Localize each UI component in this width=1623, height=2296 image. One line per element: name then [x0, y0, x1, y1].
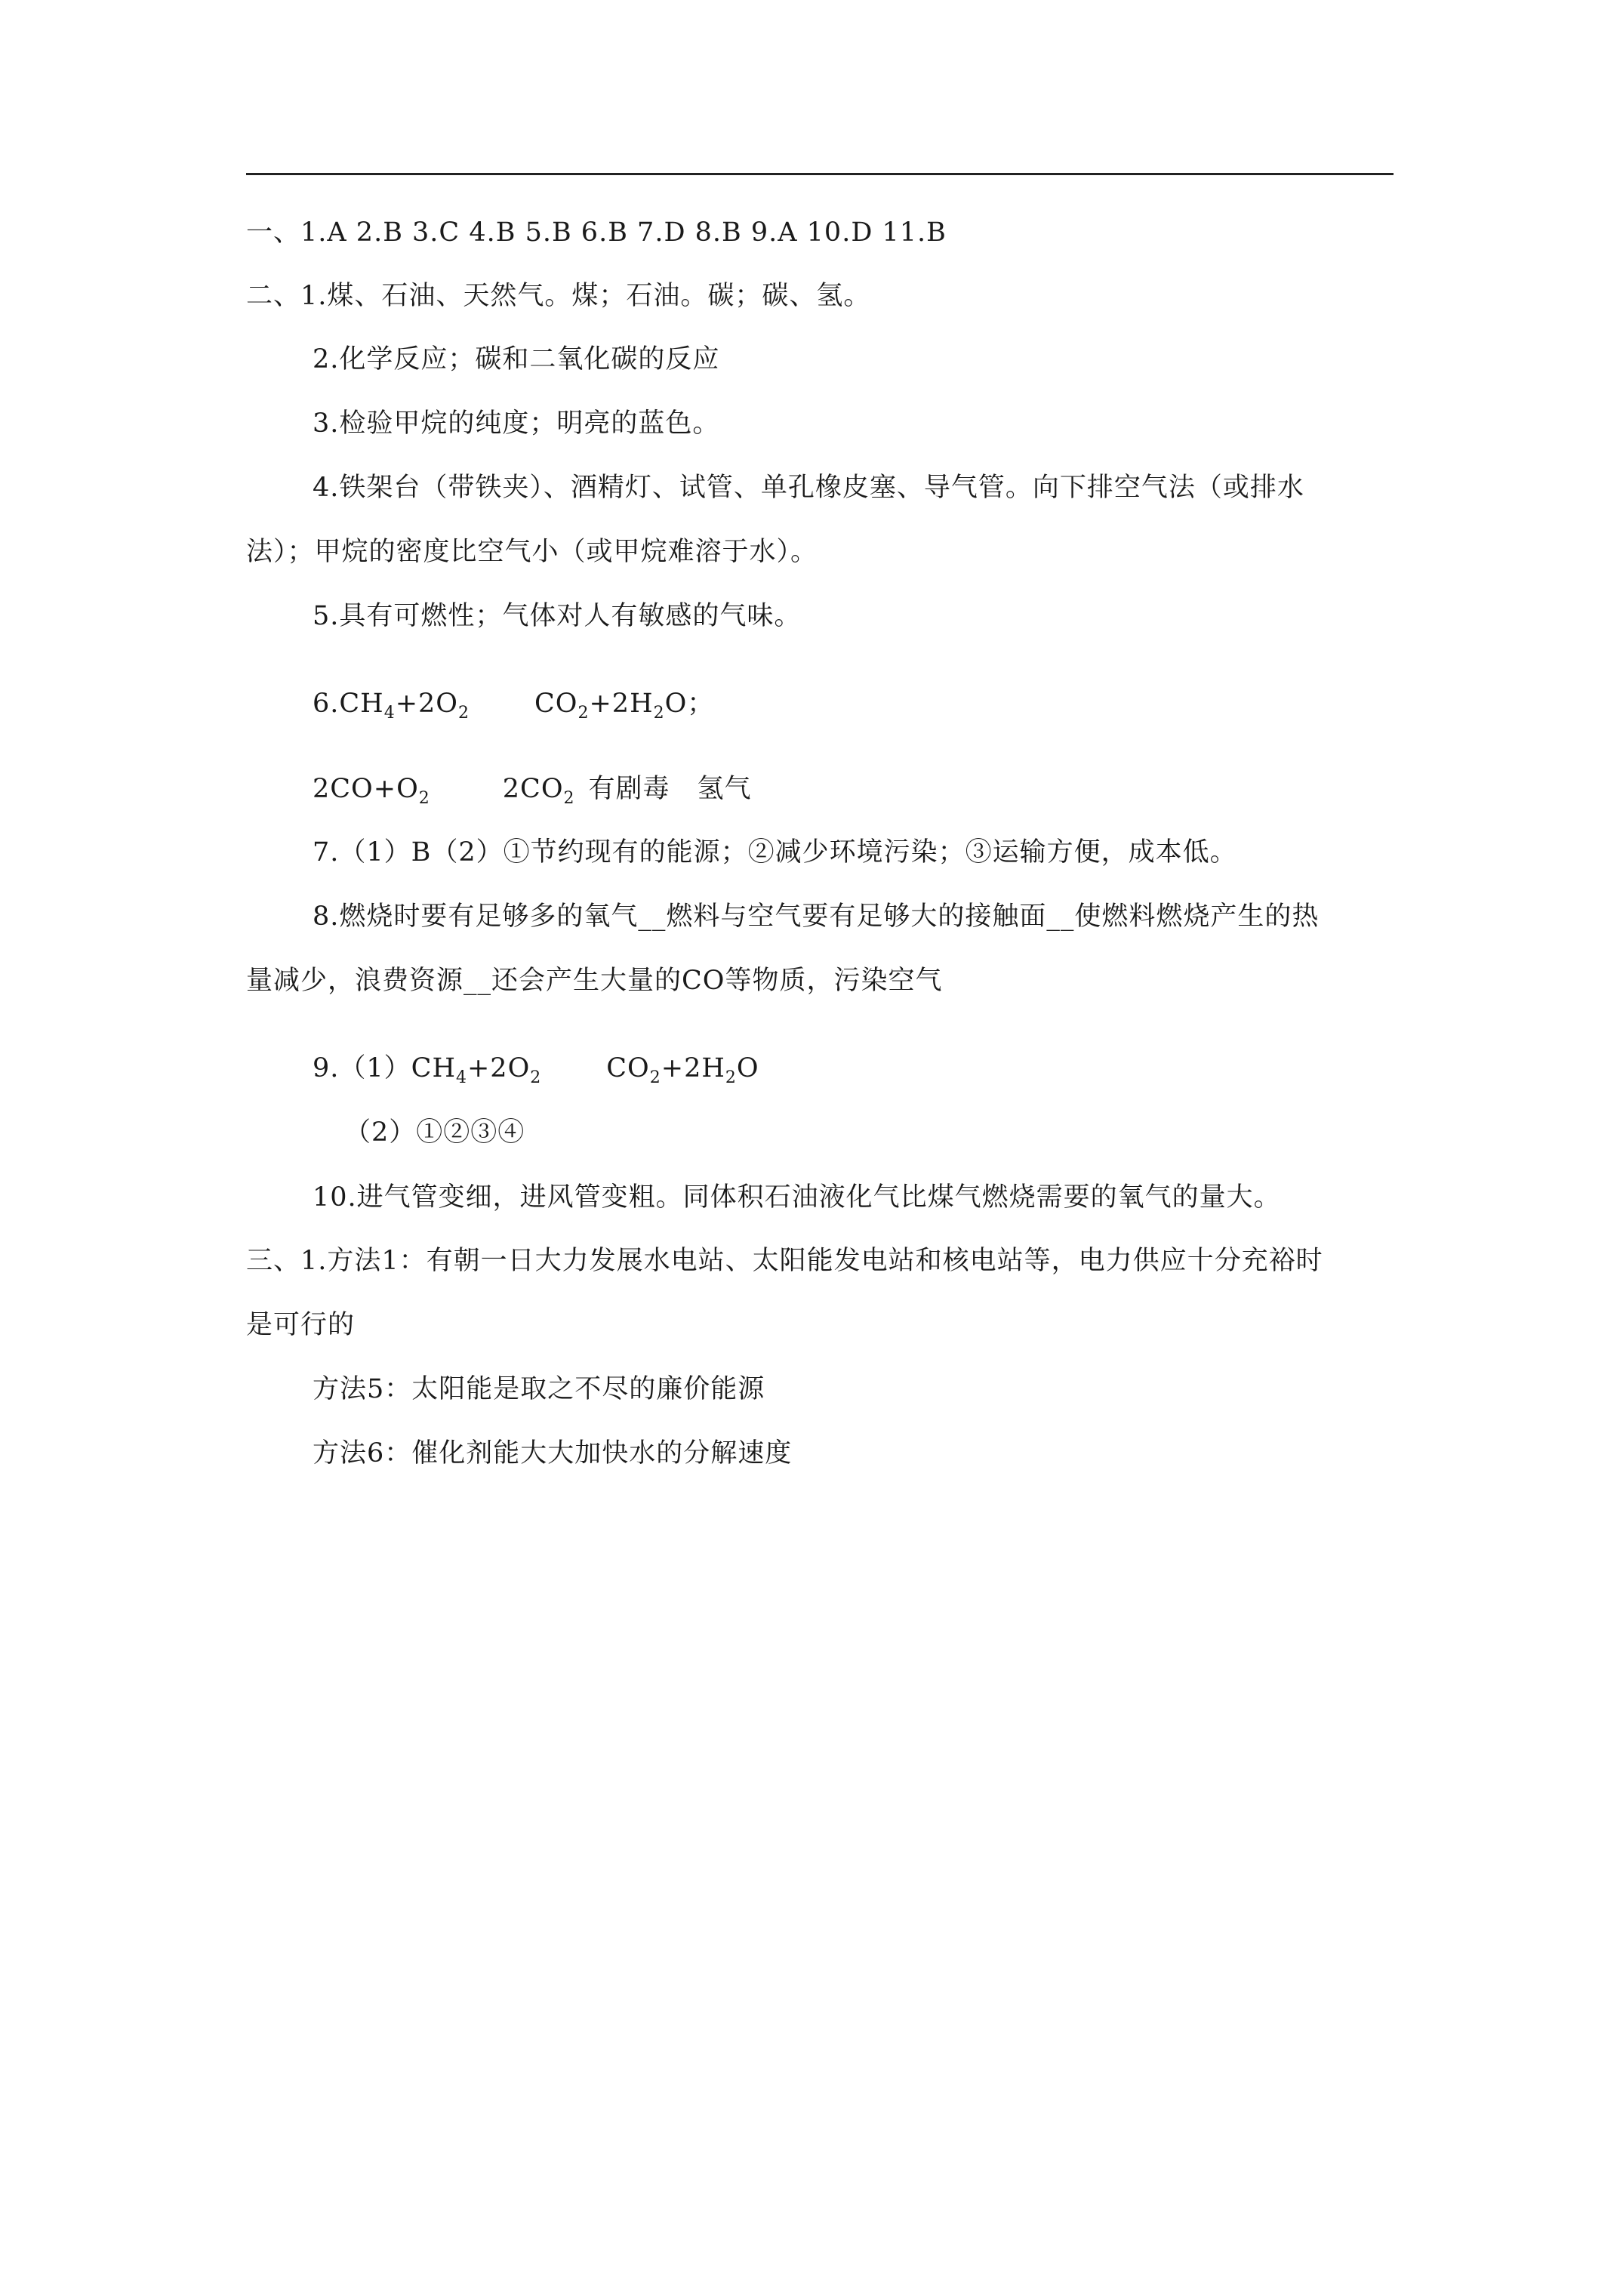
section1-answers: 一、1.A 2.B 3.C 4.B 5.B 6.B 7.D 8.B 9.A 10.D 11.B	[246, 217, 947, 248]
eq-subscript: 2	[418, 789, 430, 808]
eq-part: CO	[534, 689, 578, 719]
section3-q1-line2: 是可行的	[246, 1310, 356, 1340]
section2-q1: 二、1.煤、石油、天然气。煤；石油。碳；碳、氢。	[246, 281, 871, 311]
eq-subscript: 4	[383, 704, 396, 723]
eq-subscript: 2	[458, 704, 470, 723]
section2-q5: 5.具有可燃性；气体对人有敏感的气味。	[313, 601, 802, 631]
equation-methane-combustion	[313, 687, 715, 723]
section2-q4-line2: 法）；甲烷的密度比空气小（或甲烷难溶于水）。	[246, 537, 818, 567]
eq-part: CO	[606, 1053, 650, 1083]
section2-q10: 10.进气管变细，进风管变粗。同体积石油液化气比煤气燃烧需要的氧气的量大。	[313, 1182, 1281, 1213]
section2-q2: 2.化学反应；碳和二氧化碳的反应	[313, 344, 720, 374]
section3-method5: 方法5：太阳能是取之不尽的廉价能源	[313, 1374, 765, 1404]
eq-part: 有剧毒	[588, 774, 670, 804]
eq-part: +2O	[395, 689, 458, 719]
eq-part: 2CO+O	[313, 774, 419, 804]
section2-q8-line2: 量减少，浪费资源__还会产生大量的CO等物质，污染空气	[246, 966, 943, 996]
eq-subscript: 2	[649, 1068, 661, 1087]
eq-subscript: 2	[577, 704, 590, 723]
section3-q1-line1: 三、1.方法1：有朝一日大力发展水电站、太阳能发电站和核电站等，电力供应十分充裕时	[246, 1246, 1323, 1276]
section2-q4-line1: 4.铁架台（带铁夹）、酒精灯、试管、单孔橡皮塞、导气管。向下排空气法（或排水	[313, 473, 1304, 503]
section2-q7: 7.（1）B（2）①节约现有的能源；②减少环境污染；③运输方便，成本低。	[313, 837, 1237, 868]
eq-part: 6.CH	[313, 689, 384, 719]
eq-part: +2H	[661, 1053, 725, 1083]
eq-part: +2H	[589, 689, 654, 719]
eq-part: O	[736, 1053, 759, 1083]
eq-part: 9.（1）CH	[313, 1053, 456, 1083]
equation-methane-combustion-2	[313, 1052, 759, 1085]
section2-q3: 3.检验甲烷的纯度；明亮的蓝色。	[313, 408, 720, 439]
eq-part: 氢气	[697, 774, 752, 804]
section2-q8-line1: 8.燃烧时要有足够多的氧气__燃料与空气要有足够大的接触面__使燃料燃烧产生的热	[313, 901, 1320, 932]
eq-part: 2CO	[502, 774, 564, 804]
header-rule	[246, 173, 1394, 175]
eq-subscript: 4	[455, 1068, 467, 1087]
eq-part: +2O	[467, 1053, 531, 1083]
eq-subscript: 2	[653, 704, 665, 723]
section2-q9-part2: （2）①②③④	[344, 1117, 525, 1148]
eq-subscript: 2	[563, 789, 575, 808]
eq-part: O；	[664, 689, 715, 719]
eq-subscript: 2	[530, 1068, 542, 1087]
section3-method6: 方法6：催化剂能大大加快水的分解速度	[313, 1438, 793, 1469]
equation-co-combustion	[313, 772, 752, 806]
eq-subscript: 2	[725, 1068, 737, 1087]
